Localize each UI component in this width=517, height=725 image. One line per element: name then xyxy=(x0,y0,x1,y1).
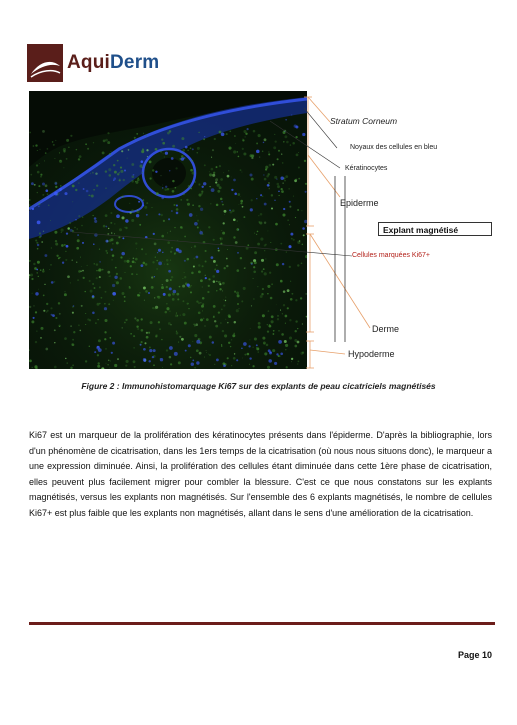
microscopy-figure xyxy=(29,91,307,369)
explant-magnetise-box: Explant magnétisé xyxy=(378,222,492,236)
figure-caption: Figure 2 : Immunohistomarquage Ki67 sur des explants de peau cicatriciels magnétisés xyxy=(81,381,436,391)
aquiderm-logo xyxy=(27,44,162,82)
logo-text-aqui: Aqui xyxy=(67,52,111,73)
footer-rule xyxy=(29,622,495,625)
body-paragraph: Ki67 est un marqueur de la prolifération des kératinocytes présents dans l'épiderme. D'après la bibliographie, lors d'un phénomène de cicatrisation, dans les 1ers temps de la cicatrisation (où nous nous situons donc), le marqueur a une expression diminuée. Ainsi, la prolifération des cellules étant diminuée dans cette 1ère phase de cicatrisation, elles peuvent plus facilement migrer pour combler la blessure. C'est ce que nous constatons sur les explants magnétisés, versus les explants non magnétisés. Sur l'ensemble des 6 explants magnétisés, le nombre de cellules Ki67+ est plus faible que les explants non magnétisés, allant dans le sens d'une amélioration de la cicatrisation. xyxy=(29,430,492,518)
label-epiderme: Epiderme xyxy=(340,198,379,208)
label-keratinocytes: Kératinocytes xyxy=(345,165,388,172)
label-noyaux: Noyaux des cellules en bleu xyxy=(350,144,438,151)
label-stratum-corneum: Stratum Corneum xyxy=(330,116,398,126)
page-number: Page 10 xyxy=(457,650,492,660)
logo-wordmark xyxy=(67,52,159,74)
label-derme: Derme xyxy=(372,324,400,334)
logo-text-derm: Derm xyxy=(110,52,160,73)
label-cellules-ki67: Cellules marquées Ki67+ xyxy=(352,252,431,259)
aquiderm-logo-icon xyxy=(27,44,63,82)
label-hypoderme: Hypoderme xyxy=(348,349,395,359)
microscopy-image xyxy=(29,91,307,369)
